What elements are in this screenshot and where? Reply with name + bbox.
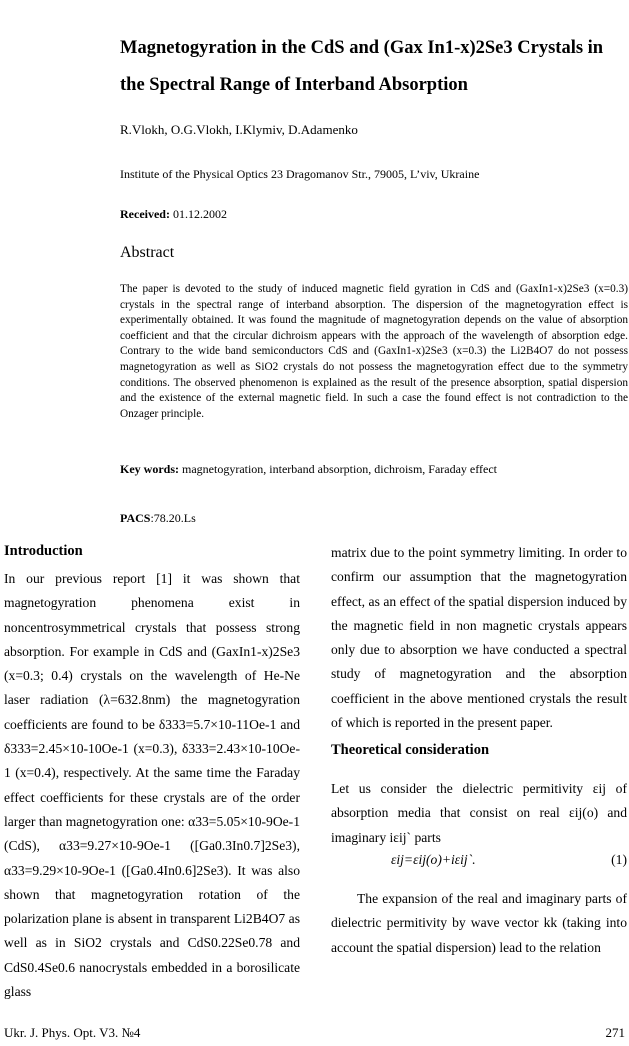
authors: R.Vlokh, O.G.Vlokh, I.Klymiv, D.Adamenko (120, 122, 358, 137)
pacs-line (120, 511, 196, 526)
pacs-label: PACS (120, 511, 151, 525)
paper-title: Magnetogyration in the CdS and (Gax In1-x)2Se3 Crystals in the Spectral Range of Interband Absorption (120, 38, 604, 95)
right-column-continuation: matrix due to the point symmetry limiting. In order to confirm our assumption that the magnetogyration effect, as an effect of the spatial dispersion induced by the magnetic field in non magnetic crystals appears only due to absorption we have conducted a spectral study of magnetogyration and the absorption coefficient in the above mentioned crystals the result of which is reported in the present paper. (331, 545, 627, 731)
received-date: 01.12.2002 (172, 207, 227, 221)
equation-number: (1) (611, 852, 627, 867)
equation-expression: εij=εij(o)+iεij`. (391, 852, 476, 867)
abstract-heading: Abstract (120, 244, 175, 261)
equation-1 (331, 852, 627, 874)
page-number: 271 (605, 1025, 625, 1040)
pacs-code: :78.20.Ls (150, 511, 196, 525)
theory-text: Let us consider the dielectric permitivity εij of absorption media that consist on real εij(o) and imaginary iεij` parts (331, 781, 627, 845)
introduction-text: In our previous report [1] it was shown that magnetogyration phenomena exist in noncentrosymmetrical crystals that possess strong absorption. For example in CdS and (GaxIn1-x)2Se3 (x=0.3; 0.4) crystals on the wavelength of He-Ne laser radiation (λ=632.8nm) the magnetogyration coefficients are found to be δ333=5.7×10-11Oe-1 and δ333=2.45×10-10Oe-1 (x=0.3), δ333=2.43×10-10Oe-1 (x=0.4), respectively. At the same time the Faraday effect coefficients for these crystals are of the order larger than magnetogyration one: α33=5.05×10-9Oe-1 (CdS), α33=9.27×10-9Oe-1 ([Ga0.3In0.7]2Se3), α33=9.29×10-9Oe-1 ([Ga0.4In0.6]2Se3). It was also shown that magnetogyration rotation of the polarization plane is absent in transparent Li2B4O7 as well as in SiO2 crystals and CdS0.22Se0.78 and CdS0.4Se0.6 nanocrystals embedded in a borosilicate glass (4, 571, 300, 1000)
journal-footer: Ukr. J. Phys. Opt. V3. №4 (4, 1025, 141, 1040)
keywords-label: Key words: (120, 462, 179, 476)
theoretical-consideration-heading: Theoretical consideration (331, 742, 490, 758)
keywords-line (120, 462, 628, 477)
introduction-heading: Introduction (4, 543, 83, 559)
theory-text-2: The expansion of the real and imaginary parts of dielectric permitivity by wave vector kk (taking into account the spatial dispersion) lead to the relation (331, 891, 627, 955)
theory-text-continued (331, 887, 627, 960)
received-label: Received: (120, 207, 170, 221)
abstract-text: The paper is devoted to the study of induced magnetic field gyration in CdS and (GaxIn1-x)2Se3 (x=0.3) crystals in the spectral range of interband absorption. The dispersion of the magnetogyration effect is experimentally obtained. It was found the magnitude of magnetogyration depends on the value of absorption coefficient and that the circular dichroism appears with the approach of the wavelength of absorption edge. Contrary to the wide band semiconductors CdS and (GaxIn1-x)2Se3 (x=0.3) the Li2B4O7 do not possess magnetogyration as well as SiO2 crystals do not possess the magnetogyration effect due to the symmetry conditions. The observed phenomenon is explained as the result of the presence absorption, spatial dispersion and the existence of the external magnetic field. In such a case the found effect is not contradiction to the Onzager principle. (120, 283, 628, 420)
keywords-text: magnetogyration, interband absorption, dichroism, Faraday effect (182, 462, 498, 476)
affiliation: Institute of the Physical Optics 23 Dragomanov Str., 79005, L’viv, Ukraine (120, 167, 480, 181)
received-line (120, 207, 227, 222)
